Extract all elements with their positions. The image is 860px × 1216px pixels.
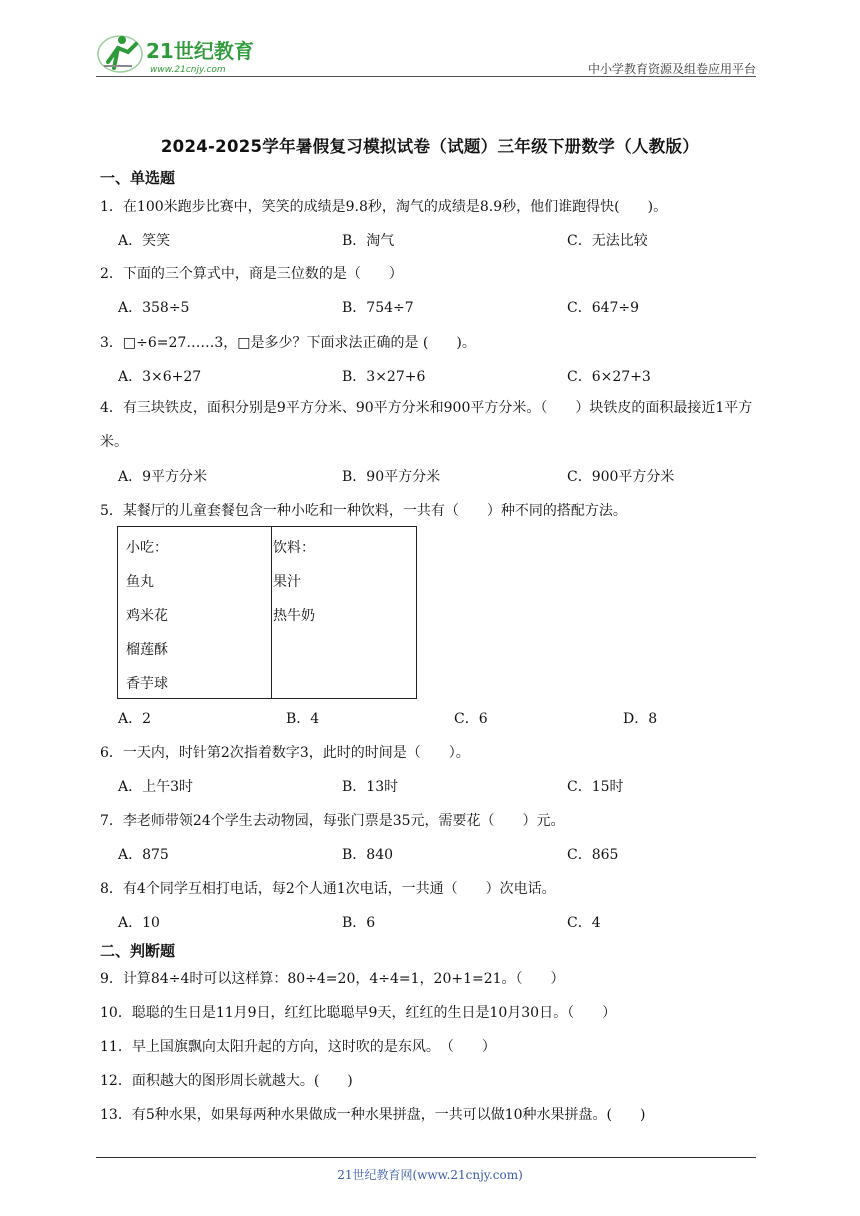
table-divider <box>271 527 272 698</box>
question-10: 10．聪聪的生日是11月9日，红红比聪聪早9天，红红的生日是10月30日。（ ） <box>100 1005 617 1021</box>
option-6a: A．上午3时 <box>118 779 194 795</box>
question-6: 6．一天内，时针第2次指着数字3，此时的时间是（ ）。 <box>100 745 470 761</box>
section-heading-true-false: 二、判断题 <box>100 942 176 960</box>
table-header-drinks: 饮料： <box>273 540 315 556</box>
section-heading-single-choice: 一、单选题 <box>100 169 176 187</box>
svg-text:www.21cnjy.com: www.21cnjy.com <box>150 65 226 75</box>
svg-text:21世纪教育: 21世纪教育 <box>146 39 254 63</box>
table-cell-snack: 榴莲酥 <box>126 642 168 658</box>
option-8a: A．10 <box>118 915 160 931</box>
option-4a: A．9平方分米 <box>118 469 208 485</box>
table-cell-snack: 香芋球 <box>126 676 168 692</box>
question-4: 4．有三块铁皮，面积分别是9平方分米、90平方分米和900平方分米。（ ）块铁皮的面积最接近1平方米。 <box>100 400 753 450</box>
table-cell-snack: 鱼丸 <box>126 574 154 590</box>
option-2a: A．358÷5 <box>118 300 190 316</box>
question-1: 1．在100米跑步比赛中，笑笑的成绩是9.8秒，淘气的成绩是8.9秒，他们谁跑得快( )。 <box>100 199 668 215</box>
option-3c: C．6×27+3 <box>567 369 651 385</box>
question-11: 11．早上国旗飘向太阳升起的方向，这时吹的是东风。 （ ） <box>100 1039 496 1055</box>
table-header-snacks: 小吃： <box>126 540 168 556</box>
question-12: 12．面积越大的图形周长就越大。( ) <box>100 1073 353 1089</box>
question-9: 9．计算84÷4时可以这样算：80÷4=20，4÷4=1，20+1=21。（ ） <box>100 971 565 987</box>
option-4c: C．900平方分米 <box>567 469 675 485</box>
question-8: 8．有4个同学互相打电话，每2个人通1次电话，一共通（ ）次电话。 <box>100 881 556 897</box>
page-title: 2024-2025学年暑假复习模拟试卷（试题）三年级下册数学（人教版） <box>160 137 700 156</box>
page-header <box>96 30 756 78</box>
option-2c: C．647÷9 <box>567 300 640 316</box>
platform-name: 中小学教育资源及组卷应用平台 <box>587 62 756 76</box>
option-1b: B．淘气 <box>342 233 395 249</box>
option-1c: C．无法比较 <box>567 233 648 249</box>
question-7: 7．李老师带领24个学生去动物园，每张门票是35元，需要花（ ）元。 <box>100 813 565 829</box>
option-7b: B．840 <box>342 847 394 863</box>
footer-divider <box>96 1157 756 1158</box>
option-1a: A．笑笑 <box>118 233 171 249</box>
option-7a: A．875 <box>118 847 169 863</box>
option-5c: C．6 <box>454 711 488 727</box>
option-3b: B．3×27+6 <box>342 369 426 385</box>
logo-21cnjy <box>96 32 266 76</box>
table-cell-drink: 热牛奶 <box>273 608 315 624</box>
option-4b: B．90平方分米 <box>342 469 441 485</box>
footer-site: 21世纪教育网(www.21cnjy.com) <box>337 1168 523 1182</box>
option-5b: B．4 <box>286 711 320 727</box>
option-5d: D．8 <box>623 711 658 727</box>
question-5: 5．某餐厅的儿童套餐包含一种小吃和一种饮料，一共有（ ）种不同的搭配方法。 <box>100 503 627 519</box>
table-cell-drink: 果汁 <box>273 574 301 590</box>
table-cell-snack: 鸡米花 <box>126 608 168 624</box>
question-2: 2．下面的三个算式中，商是三位数的是（ ） <box>100 266 403 282</box>
option-7c: C．865 <box>567 847 619 863</box>
option-8c: C．4 <box>567 915 601 931</box>
option-6c: C．15时 <box>567 779 624 795</box>
option-6b: B．13时 <box>342 779 399 795</box>
combo-table <box>117 526 417 699</box>
option-2b: B．754÷7 <box>342 300 414 316</box>
question-3: 3．□÷6=27……3，□是多少？下面求法正确的是 ( )。 <box>100 335 476 351</box>
option-8b: B．6 <box>342 915 376 931</box>
option-5a: A．2 <box>118 711 152 727</box>
question-13: 13．有5种水果，如果每两种水果做成一种水果拼盘，一共可以做10种水果拼盘。( ) <box>100 1107 646 1123</box>
option-3a: A．3×6+27 <box>118 369 202 385</box>
header-divider <box>96 76 756 77</box>
